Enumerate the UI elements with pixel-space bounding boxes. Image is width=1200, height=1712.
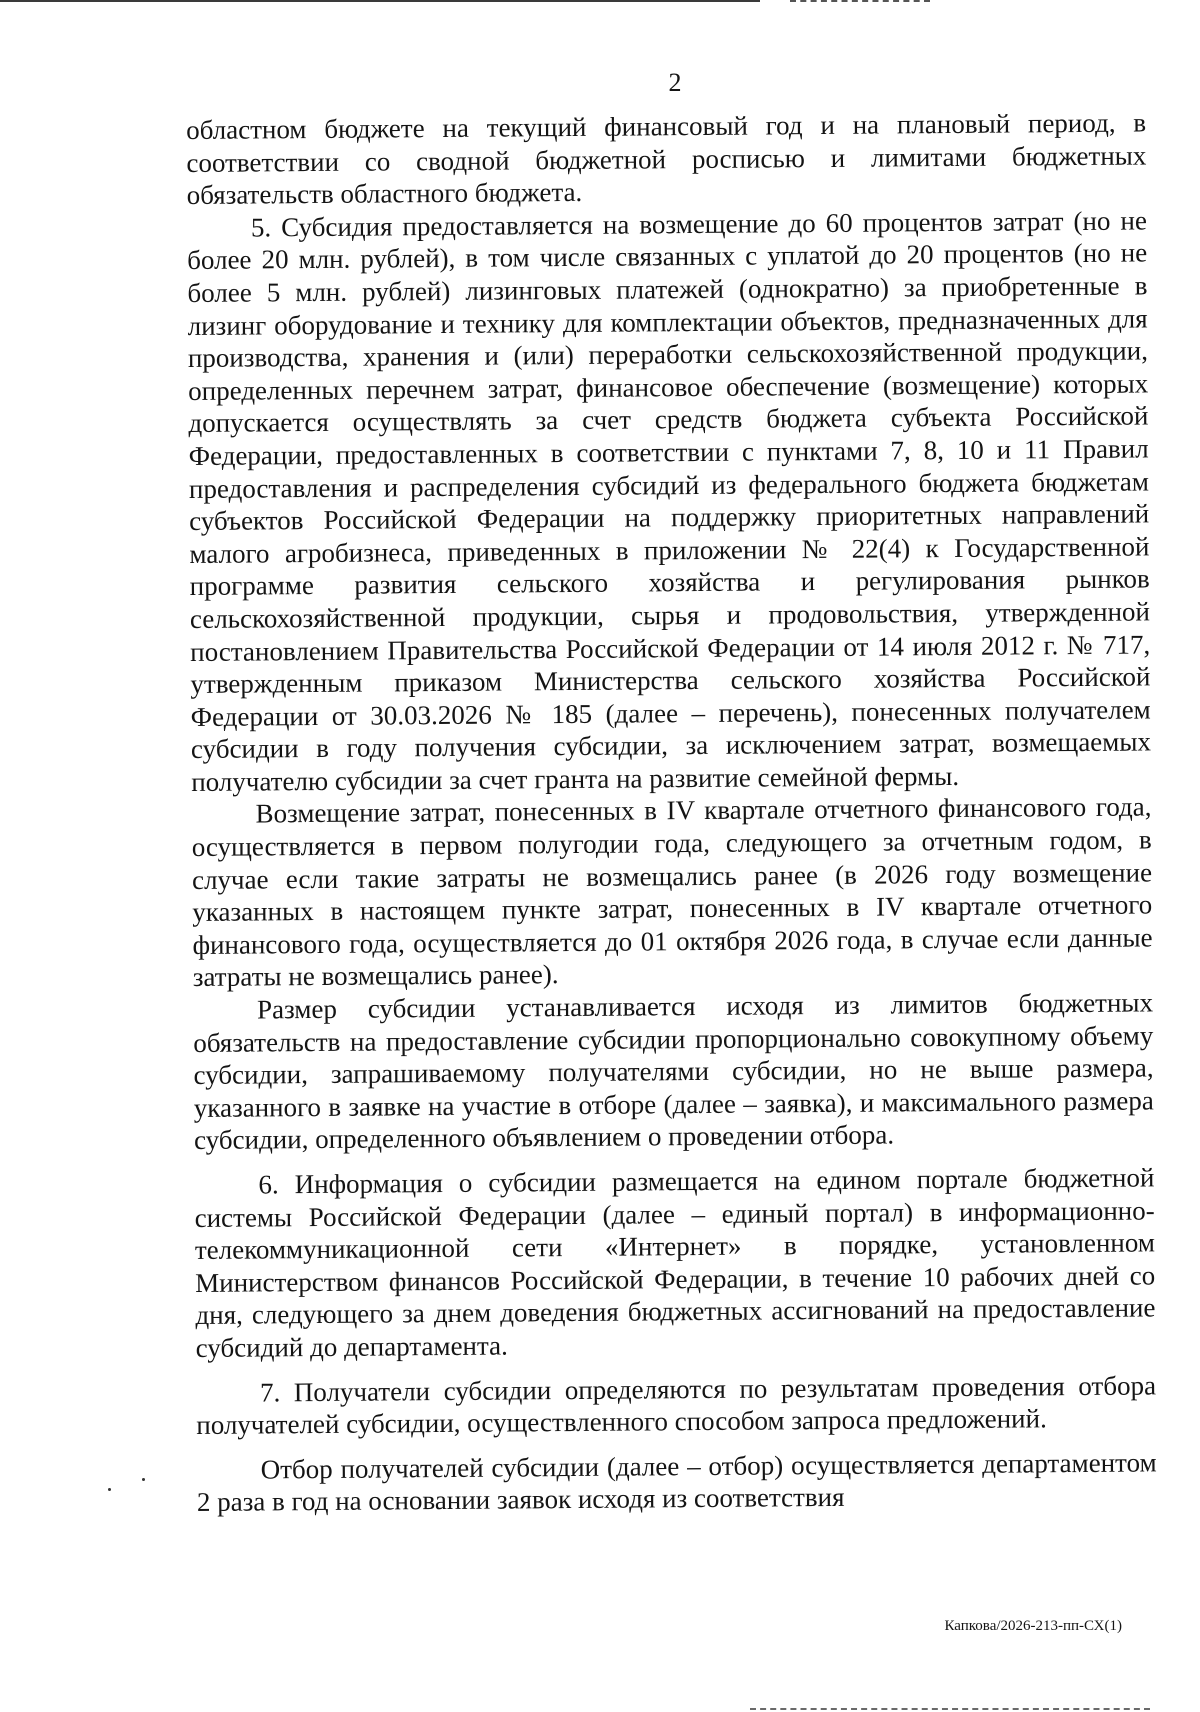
scan-speck	[142, 1478, 145, 1481]
scan-edge-bottom	[750, 1708, 1150, 1710]
paragraph-subsidy-size: Размер субсидии устанавливается исходя из лимитов бюджетных обязательств на предоставление субсидии пропорционально совокупному объему субсидии, запрашиваемому получателями субсидии, но не выше размера, указанного в заявке на участие в отборе (далее – заявка), и максимального размера субсидии, определенного объявлением о проведении отбора.	[193, 987, 1154, 1156]
paragraph-reimbursement: Возмещение затрат, понесенных в IV квартале отчетного финансового года, осуществляется в первом полугодии года, следующего за отчетным годом, в случае если такие затраты не возмещались ранее (в 2026 году возмещение указанных в настоящем пункте затрат, понесенных в IV квартале отчетного финансового года, осуществляется до 01 октября 2026 года, в случае если данные затраты не возмещались ранее).	[191, 791, 1153, 993]
paragraph-continuation: областном бюджете на текущий финансовый год и на плановый период, в соответствии со сводной бюджетной росписью и лимитами бюджетных обязательств областного бюджета.	[186, 107, 1147, 211]
paragraph-item-6: 6. Информация о субсидии размещается на едином портале бюджетной системы Российской Федерации (далее – единый портал) в информационно-телекоммуникационной сети «Интернет» в порядке, установленном Министерством финансов Российской Федерации, в течение 10 рабочих дней со дня, следующего за днем доведения бюджетных ассигнований на предоставление субсидий до департамента.	[194, 1162, 1156, 1363]
page-number: 2	[668, 68, 682, 97]
scan-speck	[108, 1488, 111, 1491]
paragraph-item-5: 5. Субсидия предоставляется на возмещение до 60 процентов затрат (но не более 20 млн. рублей), в том числе связанных с уплатой до 20 процентов (но не более 5 млн. рублей) лизинговых платежей (однократно) за приобретенные в лизинг оборудование и технику для комплектации объектов, предназначенных для производства, хранения и (или) переработки сельскохозяйственной продукции, определенных перечнем затрат, финансовое обеспечение (возмещение) которых допускается осуществлять за счет средств бюджета субъекта Российской Федерации, предоставленных в соответствии с пунктами 7, 8, 10 и 11 Правил предоставления и распределения субсидий из федерального бюджета бюджетам субъектов Российской Федерации на поддержку приоритетных направлений малого агробизнеса, приведенных в приложении № 22(4) к Государственной программе развития сельского хозяйства и регулирования рынков сельскохозяйственной продукции, сырья и продовольствия, утвержденной постановлением Правительства Российской Федерации от 14 июля 2012 г. № 717, утвержденным приказом Министерства сельского хозяйства Российской Федерации от 30.03.2026 № 185 (далее – перечень), понесенных получателем субсидии в году получения субсидии, за исключением затрат, возмещаемых получателю субсидии за счет гранта на развитие семейной фермы.	[187, 205, 1152, 797]
paragraph-item-7: 7. Получатели субсидии определяются по результатам проведения отбора получателей субсидии, осуществленного способом запроса предложений.	[196, 1369, 1157, 1441]
document-code: Капкова/2026-213-пп-СХ(1)	[944, 1618, 1122, 1634]
scan-edge-top-dashed	[790, 0, 930, 2]
document-body	[186, 106, 1157, 1518]
scan-edge-top	[0, 0, 760, 2]
paragraph-selection: Отбор получателей субсидии (далее – отбор) осуществляется департаментом 2 раза в год на основании заявок исходя из соответствия	[196, 1447, 1157, 1518]
